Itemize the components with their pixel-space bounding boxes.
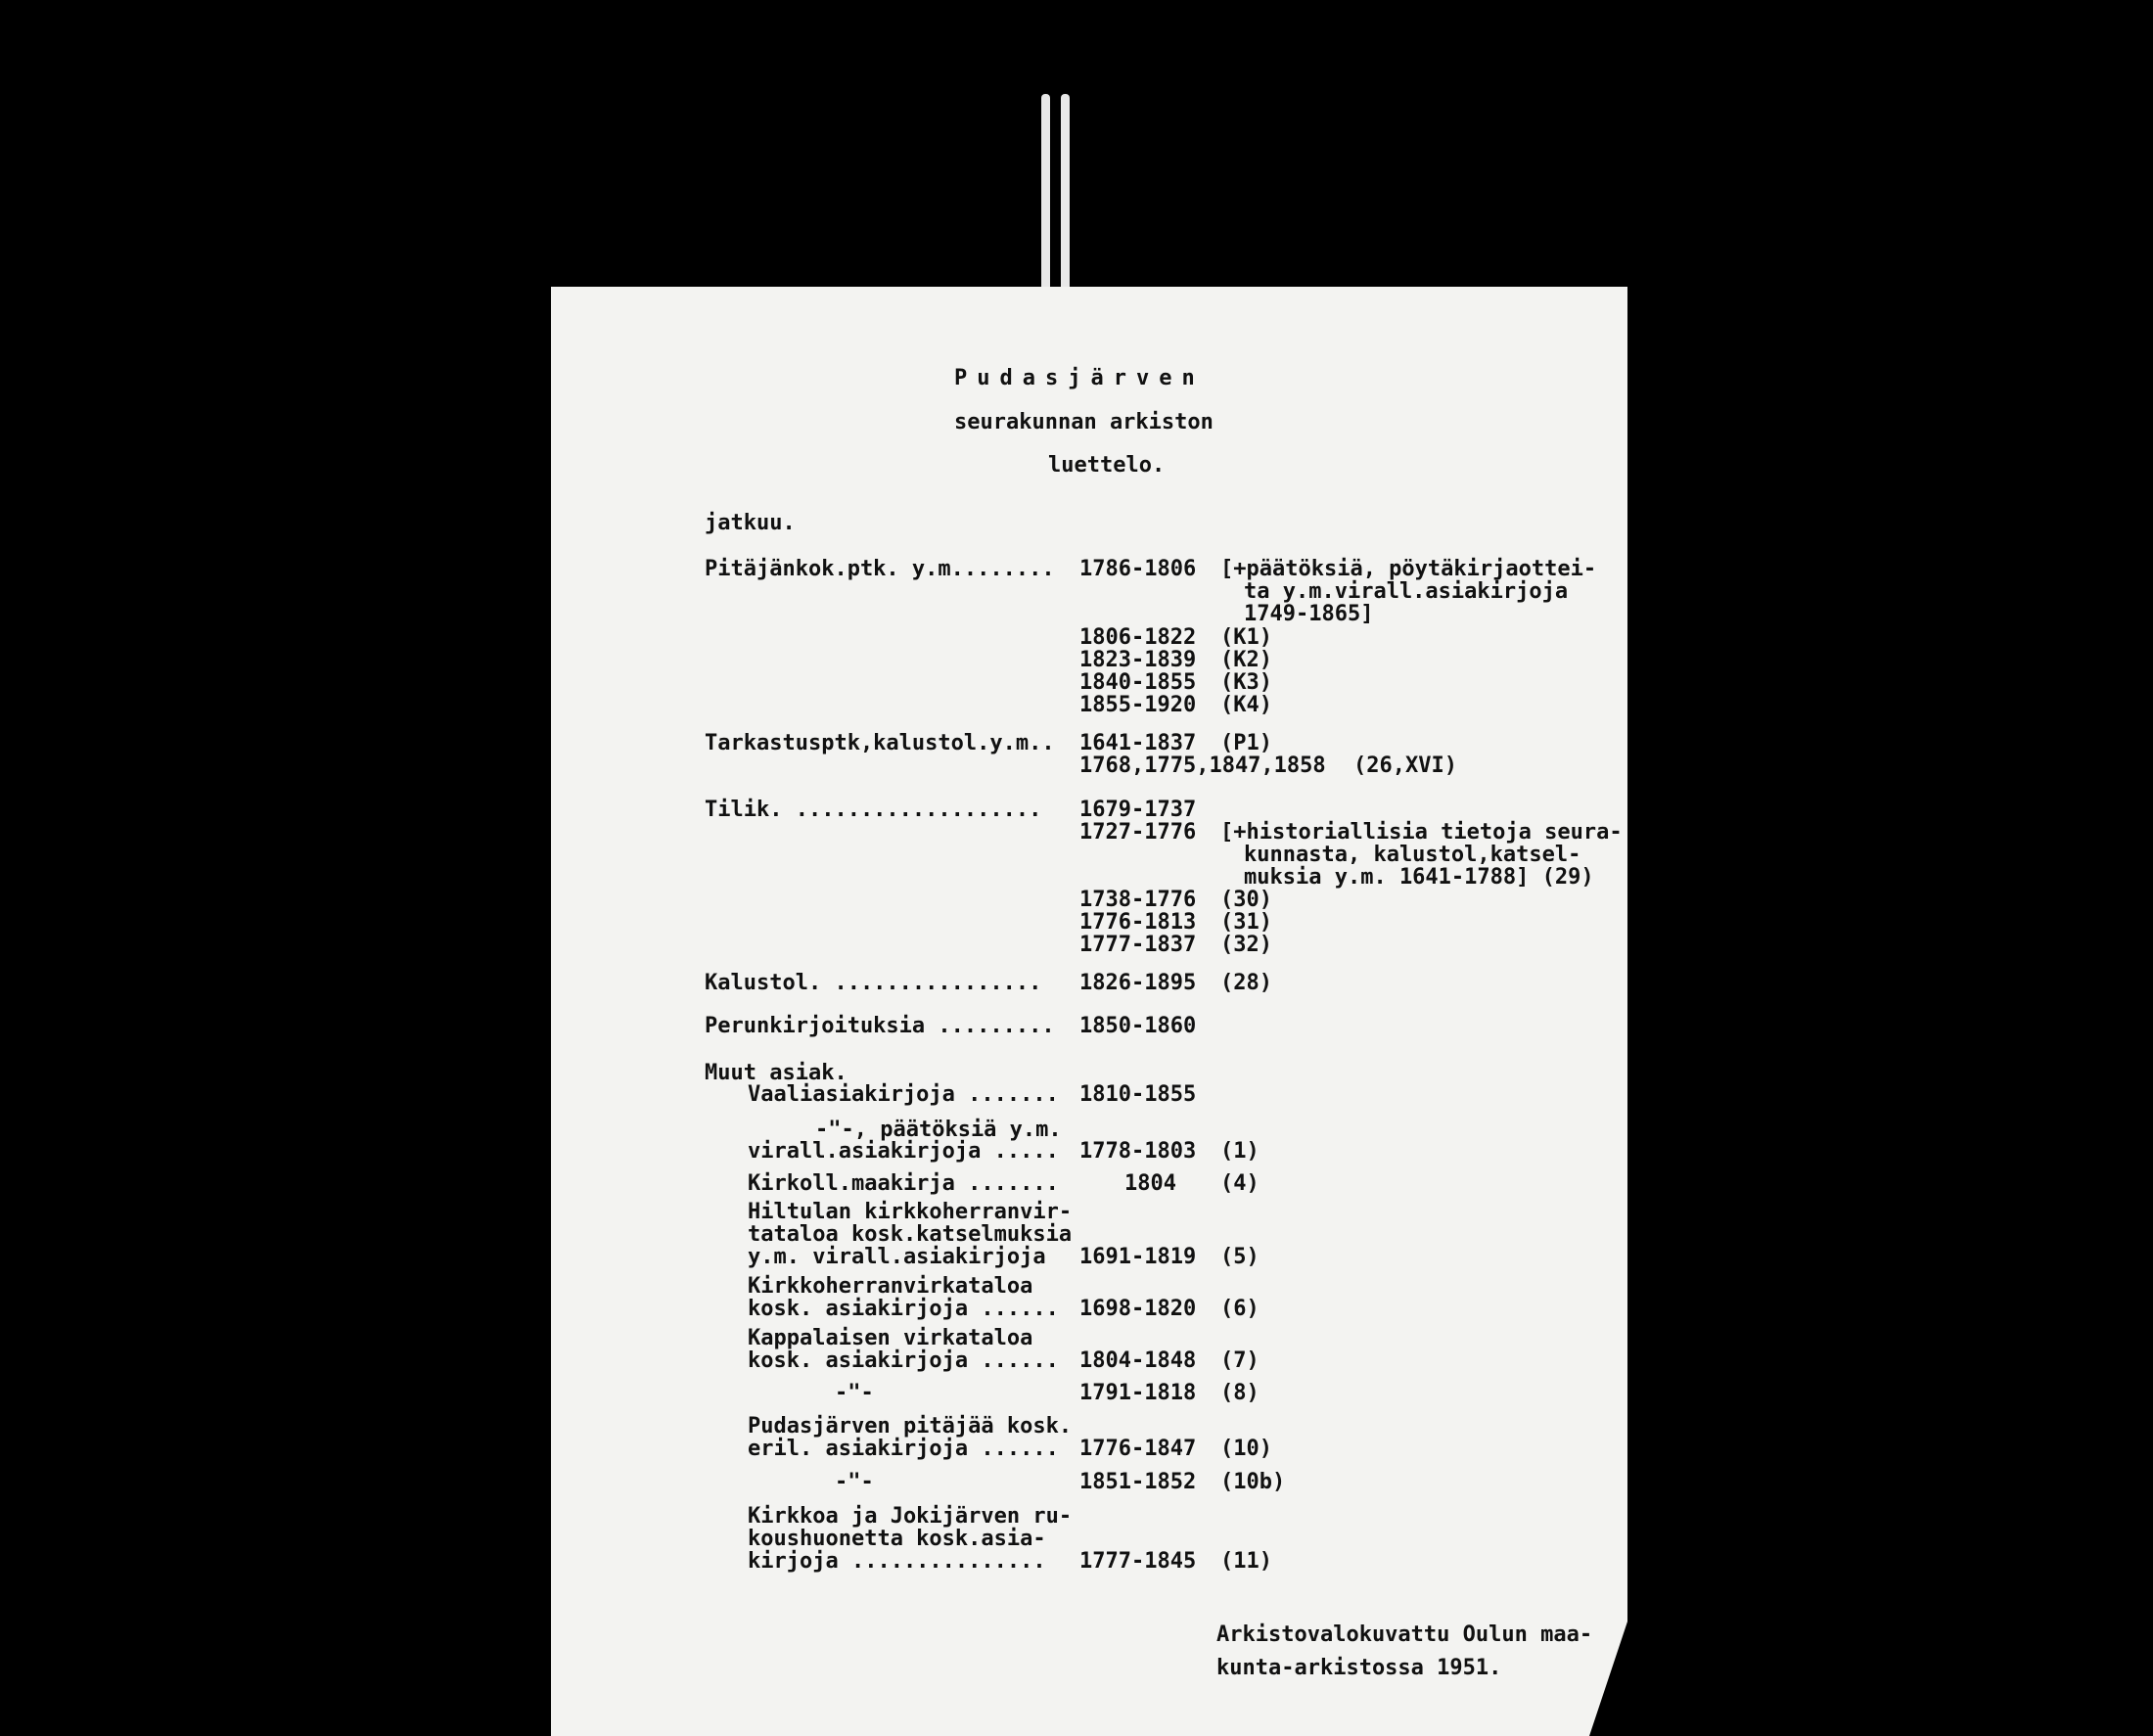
entry-note: ta y.m.virall.asiakirjoja (1244, 579, 1569, 604)
entry-note: (32) (1220, 933, 1272, 957)
footer-line-2: kunta-arkistossa 1951. (1216, 1656, 1502, 1680)
entry-years: 1776-1813 (1079, 910, 1197, 935)
entry-label: kirjoja ............... (748, 1549, 1046, 1574)
entry-years: 1778-1803 (1079, 1139, 1197, 1164)
entry-note: (7) (1220, 1348, 1260, 1373)
entry-note: (6) (1220, 1297, 1260, 1321)
entry-label: Hiltulan kirkkoherranvir- (748, 1200, 1073, 1224)
entry-label: Pitäjänkok.ptk. y.m........ (705, 557, 1055, 581)
entry-years: 1698-1820 (1079, 1297, 1197, 1321)
entry-label: kosk. asiakirjoja ...... (748, 1348, 1059, 1373)
entry-label: Tilik. ................... (705, 798, 1042, 822)
entry-note: (4) (1220, 1171, 1260, 1196)
title-line-2: seurakunnan arkiston (954, 410, 1214, 434)
entry-years: 1810-1855 (1079, 1082, 1197, 1107)
entry-note: 1749-1865] (1244, 602, 1374, 626)
entry-label: Kappalaisen virkataloa (748, 1326, 1033, 1350)
entry-note: (31) (1220, 910, 1272, 935)
entry-label: Tarkastusptk,kalustol.y.m.. (705, 731, 1055, 755)
entry-note: (26,XVI) (1353, 754, 1457, 778)
entry-years: 1768,1775,1847,1858 (1079, 754, 1326, 778)
entry-years: 1791-1818 (1079, 1381, 1197, 1405)
entry-label: tataloa kosk.katselmuksia (748, 1222, 1073, 1247)
entry-label: Kalustol. ................ (705, 971, 1042, 995)
entry-years: 1855-1920 (1079, 693, 1197, 717)
entry-label: -"-, päätöksiä y.m. (815, 1118, 1062, 1142)
entry-years: 1806-1822 (1079, 625, 1197, 650)
entry-note: (8) (1220, 1381, 1260, 1405)
entry-label: Kirkoll.maakirja ....... (748, 1171, 1059, 1196)
continuation-label: jatkuu. (705, 511, 796, 535)
entry-years: 1679-1737 (1079, 798, 1197, 822)
entry-note: (30) (1220, 888, 1272, 912)
entry-years: 1804-1848 (1079, 1348, 1197, 1373)
entry-years: 1840-1855 (1079, 670, 1197, 695)
entry-note: (P1) (1220, 731, 1272, 755)
entry-note: (10b) (1220, 1470, 1286, 1494)
entry-years: 1727-1776 (1079, 820, 1197, 845)
entry-years: 1850-1860 (1079, 1014, 1197, 1038)
entry-note: kunnasta, kalustol,katsel- (1244, 843, 1581, 867)
entry-note: (K3) (1220, 670, 1272, 695)
entry-years: 1851-1852 (1079, 1470, 1197, 1494)
document-page (551, 287, 1627, 1736)
entry-years: 1786-1806 (1079, 557, 1197, 581)
entry-label: virall.asiakirjoja ..... (748, 1139, 1059, 1164)
entry-note: [+historiallisia tietoja seura- (1220, 820, 1623, 845)
entry-label: Muut asiak. (705, 1061, 847, 1085)
entry-note: [+päätöksiä, pöytäkirjaottei- (1220, 557, 1597, 581)
entry-note: muksia y.m. 1641-1788] (29) (1244, 865, 1594, 890)
entry-label: -"- (835, 1470, 874, 1494)
entry-years: 1823-1839 (1079, 648, 1197, 672)
entry-years: 1691-1819 (1079, 1245, 1197, 1269)
title-line-1: Pudasjärven (954, 366, 1205, 390)
entry-note: (K1) (1220, 625, 1272, 650)
entry-label: y.m. virall.asiakirjoja (748, 1245, 1046, 1269)
entry-label: Pudasjärven pitäjää kosk. (748, 1414, 1073, 1439)
entry-label: koushuonetta kosk.asia- (748, 1527, 1046, 1551)
entry-note: (K4) (1220, 693, 1272, 717)
entry-years: 1738-1776 (1079, 888, 1197, 912)
title-line-3: luettelo. (1048, 453, 1166, 478)
entry-label: Perunkirjoituksia ......... (705, 1014, 1055, 1038)
binder-clip-right (1061, 94, 1070, 299)
entry-note: (28) (1220, 971, 1272, 995)
binder-clip-left (1041, 94, 1050, 299)
entry-years: 1826-1895 (1079, 971, 1197, 995)
entry-label: Kirkkoa ja Jokijärven ru- (748, 1504, 1073, 1529)
entry-note: (11) (1220, 1549, 1272, 1574)
entry-note: (5) (1220, 1245, 1260, 1269)
entry-years: 1776-1847 (1079, 1437, 1197, 1461)
entry-label: -"- (835, 1381, 874, 1405)
entry-note: (10) (1220, 1437, 1272, 1461)
page-edge-shadow (1589, 1619, 1628, 1736)
entry-label: Kirkkoherranvirkataloa (748, 1274, 1033, 1299)
entry-label: kosk. asiakirjoja ...... (748, 1297, 1059, 1321)
entry-years: 1641-1837 (1079, 731, 1197, 755)
entry-years: 1777-1845 (1079, 1549, 1197, 1574)
entry-years: 1777-1837 (1079, 933, 1197, 957)
entry-years: 1804 (1124, 1171, 1176, 1196)
footer-line-1: Arkistovalokuvattu Oulun maa- (1216, 1622, 1593, 1647)
entry-note: (K2) (1220, 648, 1272, 672)
entry-label: eril. asiakirjoja ...... (748, 1437, 1059, 1461)
entry-label: Vaaliasiakirjoja ....... (748, 1082, 1059, 1107)
entry-note: (1) (1220, 1139, 1260, 1164)
